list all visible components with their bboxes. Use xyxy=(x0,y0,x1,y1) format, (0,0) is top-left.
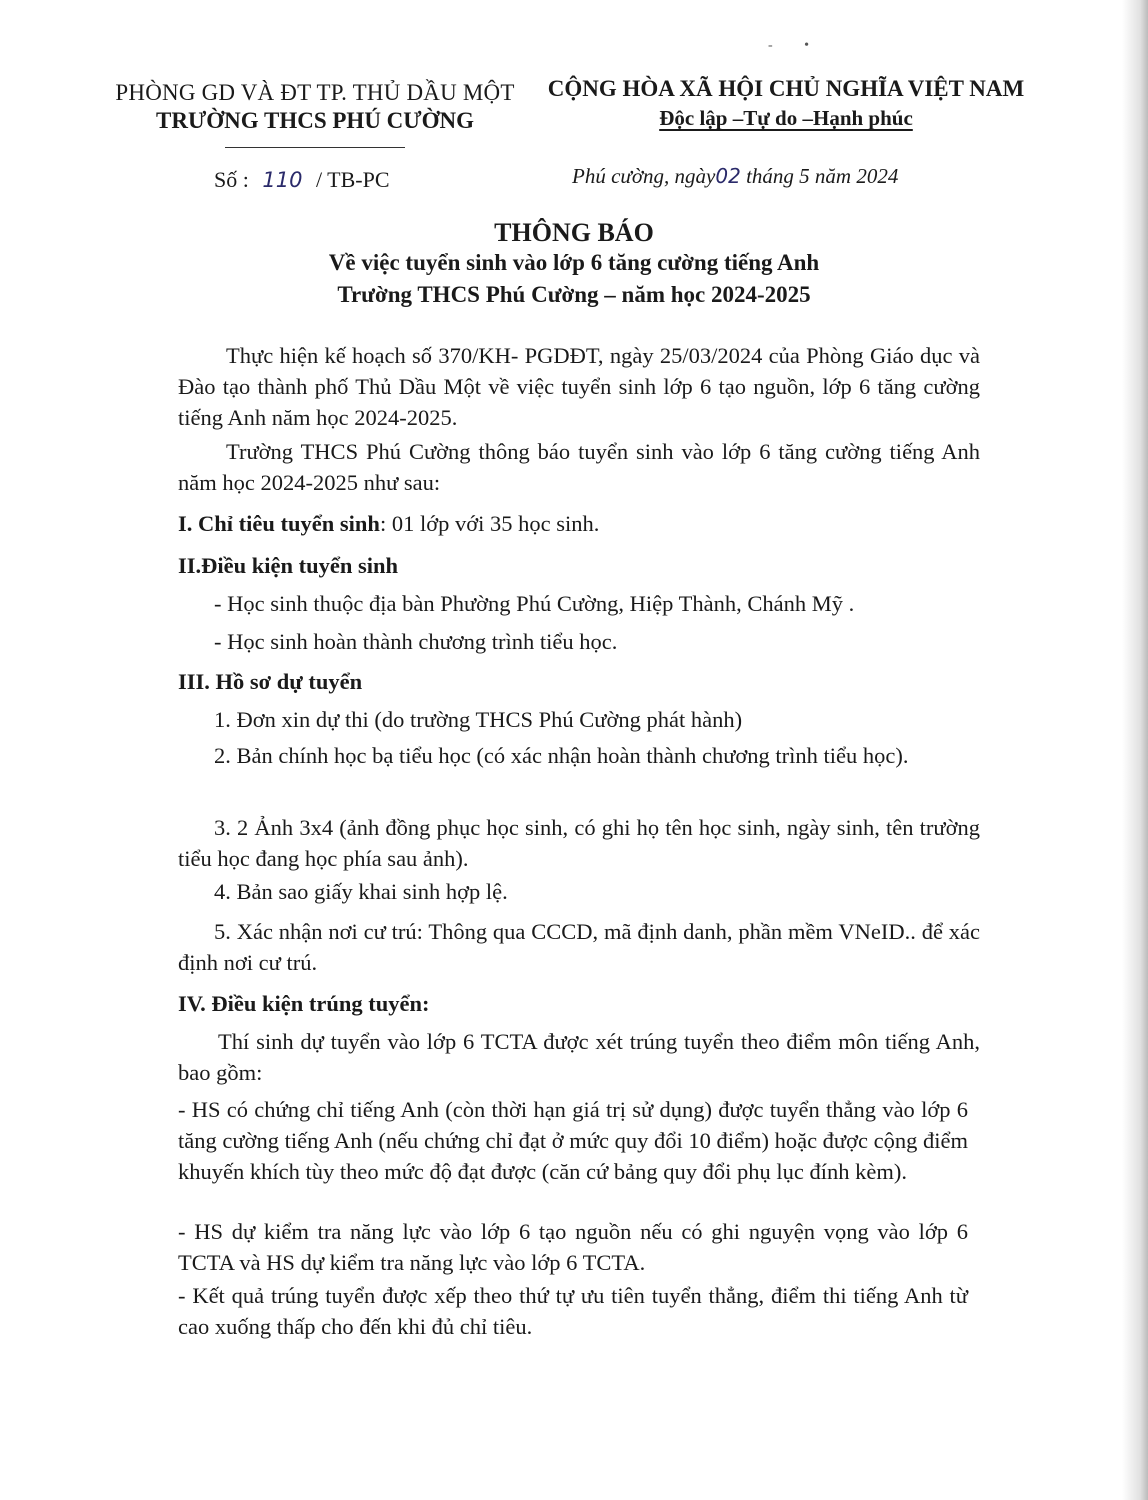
intro-paragraph-1: Thực hiện kế hoạch số 370/KH- PGDĐT, ngày 25/03/2024 của Phòng Giáo dục và Đào tạo thành phố Thủ Dầu Một về việc tuyển sinh lớp 6 tạo nguồn, lớp 6 tăng cường tiếng Anh năm học 2024-2025. xyxy=(178,343,980,430)
section-4-item: - HS dự kiểm tra năng lực vào lớp 6 tạo nguồn nếu có ghi nguyện vọng vào lớp 6 TCTA và HS dự kiểm tra năng lực vào lớp 6 TCTA. xyxy=(178,1219,968,1275)
section-3-item: 5. Xác nhận nơi cư trú: Thông qua CCCD, mã định danh, phần mềm VNeID.. để xác định nơi cư trú. xyxy=(178,919,980,975)
document-subtitle-2: Trường THCS Phú Cường – năm học 2024-2025 xyxy=(337,282,811,307)
intro-paragraph-2: Trường THCS Phú Cường thông báo tuyển sinh vào lớp 6 tăng cường tiếng Anh năm học 2024-2025 như sau: xyxy=(178,439,980,495)
section-3-item: 4. Bản sao giấy khai sinh hợp lệ. xyxy=(214,879,508,904)
section-4-intro: Thí sinh dự tuyển vào lớp 6 TCTA được xét trúng tuyển theo điểm môn tiếng Anh, bao gồm: xyxy=(178,1029,980,1085)
document-subtitle-1: Về việc tuyển sinh vào lớp 6 tăng cường tiếng Anh xyxy=(328,250,820,275)
handwritten-day: 02 xyxy=(715,164,741,188)
section-3-item: 2. Bản chính học bạ tiểu học (có xác nhận hoàn thành chương trình tiểu học). xyxy=(214,743,909,768)
section-3-item: 3. 2 Ảnh 3x4 (ảnh đồng phục học sinh, có ghi họ tên học sinh, ngày sinh, tên trường tiểu học đang học phía sau ảnh). xyxy=(178,815,980,871)
section-2-heading: II.Điều kiện tuyển sinh xyxy=(178,553,399,578)
section-4-item: - HS có chứng chỉ tiếng Anh (còn thời hạn giá trị sử dụng) được tuyển thẳng vào lớp 6 tăng cường tiếng Anh (nếu chứng chỉ đạt ở mức quy đổi 10 điểm) hoặc được cộng điểm khuyến khích tùy theo mức độ đạt được (căn cứ bảng quy đổi phụ lục đính kèm). xyxy=(178,1097,968,1184)
document-date: Phú cường, ngày02 tháng 5 năm 2024 xyxy=(572,164,899,188)
section-2-item: - Học sinh thuộc địa bàn Phường Phú Cường, Hiệp Thành, Chánh Mỹ . xyxy=(214,591,855,616)
section-4-item: - Kết quả trúng tuyển được xếp theo thứ tự ưu tiên tuyển thẳng, điểm thi tiếng Anh từ cao xuống thấp cho đến khi đủ chỉ tiêu. xyxy=(178,1283,968,1339)
scan-speck: - • xyxy=(768,38,824,53)
section-4-heading: IV. Điều kiện trúng tuyển: xyxy=(178,991,430,1016)
national-motto: Độc lập –Tự do –Hạnh phúc xyxy=(659,106,913,130)
issuer-underline xyxy=(225,147,405,148)
country-name: CỘNG HÒA XÃ HỘI CHỦ NGHĨA VIỆT NAM xyxy=(547,76,1025,101)
document-title: THÔNG BÁO xyxy=(494,218,654,247)
section-3-heading: III. Hồ sơ dự tuyển xyxy=(178,669,363,694)
document-number: Số : 110 / TB-PC xyxy=(214,167,390,192)
issuer-block xyxy=(100,80,530,148)
section-2-item: - Học sinh hoàn thành chương trình tiểu học. xyxy=(214,629,618,654)
section-1-text: : 01 lớp với 35 học sinh. xyxy=(379,511,600,536)
school-name: TRƯỜNG THCS PHÚ CƯỜNG xyxy=(156,108,474,133)
section-1 xyxy=(178,508,980,539)
handwritten-number: 110 xyxy=(262,168,303,192)
national-header xyxy=(536,76,1036,131)
section-3-item: 1. Đơn xin dự thi (do trường THCS Phú Cường phát hành) xyxy=(214,707,743,732)
section-1-heading: I. Chỉ tiêu tuyển sinh xyxy=(178,511,380,536)
agency-name: PHÒNG GD VÀ ĐT TP. THỦ DẦU MỘT xyxy=(115,80,515,105)
